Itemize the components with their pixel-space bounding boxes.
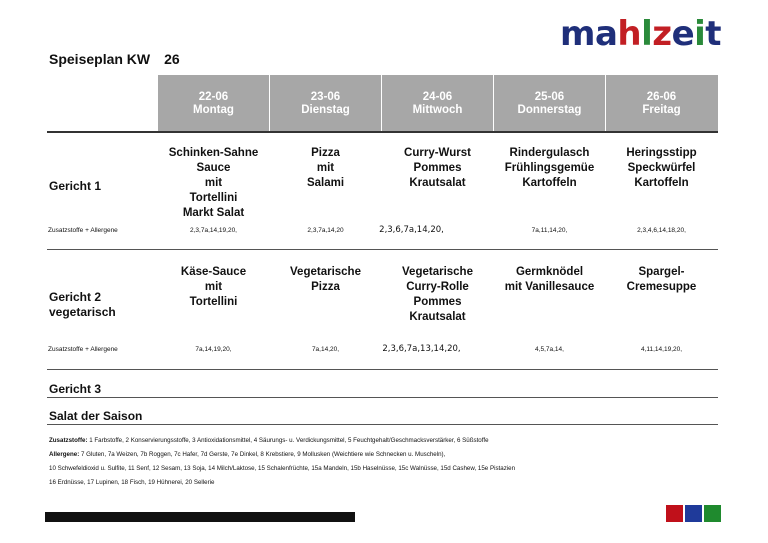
dish-line: mit — [204, 281, 223, 293]
allergen-codes: 4,5,7a,14, — [535, 346, 564, 353]
allergen-codes: 2,3,6,7a,13,14,20, — [382, 344, 461, 354]
dish-line: Heringsstipp — [626, 147, 697, 159]
header-divider — [605, 75, 606, 131]
logo-letter: z — [652, 14, 672, 54]
day-header-thursday — [494, 75, 605, 131]
dish-line: Rindergulasch — [509, 147, 590, 159]
footer-black-bar — [45, 512, 355, 522]
dish-gericht2-thursday — [494, 265, 605, 295]
table-rule — [47, 424, 718, 425]
dish-line: Vegetarische — [290, 266, 361, 278]
logo-letter: t — [705, 14, 722, 54]
footer-allergene-end: 16 Erdnüsse, 17 Lupinen, 18 Fisch, 19 Hühnerei, 20 Sellerie — [49, 479, 215, 486]
dish-line: Pommes — [413, 162, 462, 174]
day-header-wednesday — [382, 75, 493, 131]
title-label: Speiseplan KW — [49, 51, 151, 67]
footer-allergene — [49, 451, 445, 459]
dish-line: Salami — [306, 177, 345, 189]
dish-line: Tortellini — [189, 192, 238, 204]
dish-line: mit Vanillesauce — [504, 281, 595, 293]
mahlzeit-logo — [560, 14, 721, 54]
table-rule — [47, 397, 718, 398]
dish-line: Cremesuppe — [626, 281, 697, 293]
logo-letter: m — [560, 14, 595, 54]
day-name: Donnerstag — [517, 104, 582, 116]
dish-line: Schinken-Sahne — [168, 147, 259, 159]
row-label-gericht-2 — [49, 290, 116, 320]
dish-gericht1-friday — [606, 146, 717, 191]
day-name: Mittwoch — [412, 104, 463, 116]
dish-line: Pizza — [311, 281, 340, 293]
dish-line: Kartoffeln — [522, 177, 577, 189]
row-label-salat: Salat der Saison — [49, 409, 143, 423]
allergen-codes: 2,3,4,6,14,18,20, — [637, 227, 686, 234]
logo-letter: h — [617, 14, 642, 54]
dish-line: Pizza — [311, 147, 340, 159]
dish-line: Speckwürfel — [627, 162, 696, 174]
allergen-codes: 2,3,7a,14,20 — [307, 227, 344, 234]
allergen-codes: 2,3,7a,14,19,20, — [190, 227, 237, 234]
dish-line: Spargel- — [638, 266, 685, 278]
zusatz-allergene-label: Zusatzstoffe + Allergene — [48, 346, 118, 353]
row-label-line: vegetarisch — [49, 305, 116, 319]
zusatz-allergene-label: Zusatzstoffe + Allergene — [48, 227, 118, 234]
dish-gericht2-friday — [606, 265, 717, 295]
dish-line: Pommes — [413, 296, 462, 308]
footer-text: 1 Farbstoffe, 2 Konservierungsstoffe, 3 Antioxidationsmittel, 4 Säurungs- u. Verdickungsmittel, 5 Feuchtgehalt/Geschmacksverstärker, 6 Süßstoffe — [87, 437, 489, 444]
day-header-tuesday — [270, 75, 381, 131]
dish-line: Tortellini — [189, 296, 238, 308]
day-date: 22-06 — [198, 91, 229, 103]
footer-zusatzstoffe — [49, 437, 489, 445]
allergen-codes: 4,11,14,19,20, — [640, 346, 683, 353]
dish-line: Markt Salat — [182, 207, 245, 219]
dish-line: Kartoffeln — [634, 177, 689, 189]
allergen-codes: 7a,11,14,20, — [531, 227, 568, 234]
day-name: Dienstag — [301, 104, 350, 116]
day-header-monday — [158, 75, 269, 131]
header-divider — [381, 75, 382, 131]
header-divider — [269, 75, 270, 131]
blue-color-square — [685, 505, 702, 522]
row-label-gericht-1: Gericht 1 — [49, 179, 102, 193]
dish-line: Germknödel — [515, 266, 584, 278]
logo-letter: a — [594, 14, 618, 54]
dish-line: mit — [316, 162, 335, 174]
footer-text: 7 Gluten, 7a Weizen, 7b Roggen, 7c Hafer, 7d Gerste, 7e Dinkel, 8 Krebstiere, 9 Mollusken (Weichtiere wie Schnecken u. Muscheln), — [79, 451, 446, 458]
allergen-codes: 7a,14,19,20, — [195, 346, 232, 353]
allergen-codes: 7a,14,20, — [311, 346, 340, 353]
dish-line: Sauce — [196, 162, 231, 174]
dish-gericht2-tuesday — [270, 265, 381, 295]
row-label-gericht-3: Gericht 3 — [49, 382, 102, 396]
dish-line: Krautsalat — [409, 311, 466, 323]
footer-heading: Zusatzstoffe: — [49, 437, 88, 444]
dish-line: Käse-Sauce — [180, 266, 247, 278]
header-divider — [493, 75, 494, 131]
table-rule — [47, 131, 718, 133]
day-name: Montag — [193, 104, 234, 116]
footer-allergene-cont: 10 Schwefeldioxid u. Sulfite, 11 Senf, 12 Sesam, 13 Soja, 14 Milch/Laktose, 15 Schalenfrüchte, 15a Mandeln, 15b Haselnüsse, 15c Walnüsse, 15d Cashew, 15e Pistazien — [49, 465, 516, 472]
logo-letter: e — [671, 14, 695, 54]
row-label-line: Gericht 2 — [49, 290, 102, 304]
dish-gericht1-thursday — [494, 146, 605, 191]
day-header-friday — [606, 75, 717, 131]
dish-gericht2-wednesday — [382, 265, 493, 325]
red-color-square — [666, 505, 683, 522]
day-date: 23-06 — [310, 91, 341, 103]
day-date: 25-06 — [534, 91, 565, 103]
dish-line: Frühlingsgemüe — [504, 162, 595, 174]
allergen-codes: 2,3,6,7a,14,20, — [379, 225, 444, 235]
dish-gericht1-wednesday — [382, 146, 493, 191]
footer-heading: Allergene: — [49, 451, 80, 458]
table-rule — [47, 249, 718, 250]
dish-line: Vegetarische — [402, 266, 473, 278]
dish-line: Curry-Rolle — [406, 281, 469, 293]
dish-line: Krautsalat — [409, 177, 466, 189]
logo-letter: i — [694, 14, 706, 54]
dish-gericht1-monday — [158, 146, 269, 221]
day-name: Freitag — [642, 104, 681, 116]
day-date: 26-06 — [646, 91, 677, 103]
week-number: 26 — [164, 51, 180, 67]
dish-gericht2-monday — [158, 265, 269, 310]
dish-line: Curry-Wurst — [404, 147, 471, 159]
table-rule — [47, 369, 718, 370]
day-date: 24-06 — [422, 91, 453, 103]
logo-letter: l — [641, 14, 653, 54]
dish-gericht1-tuesday — [270, 146, 381, 191]
green-color-square — [704, 505, 721, 522]
dish-line: mit — [204, 177, 223, 189]
page-title — [49, 51, 180, 67]
